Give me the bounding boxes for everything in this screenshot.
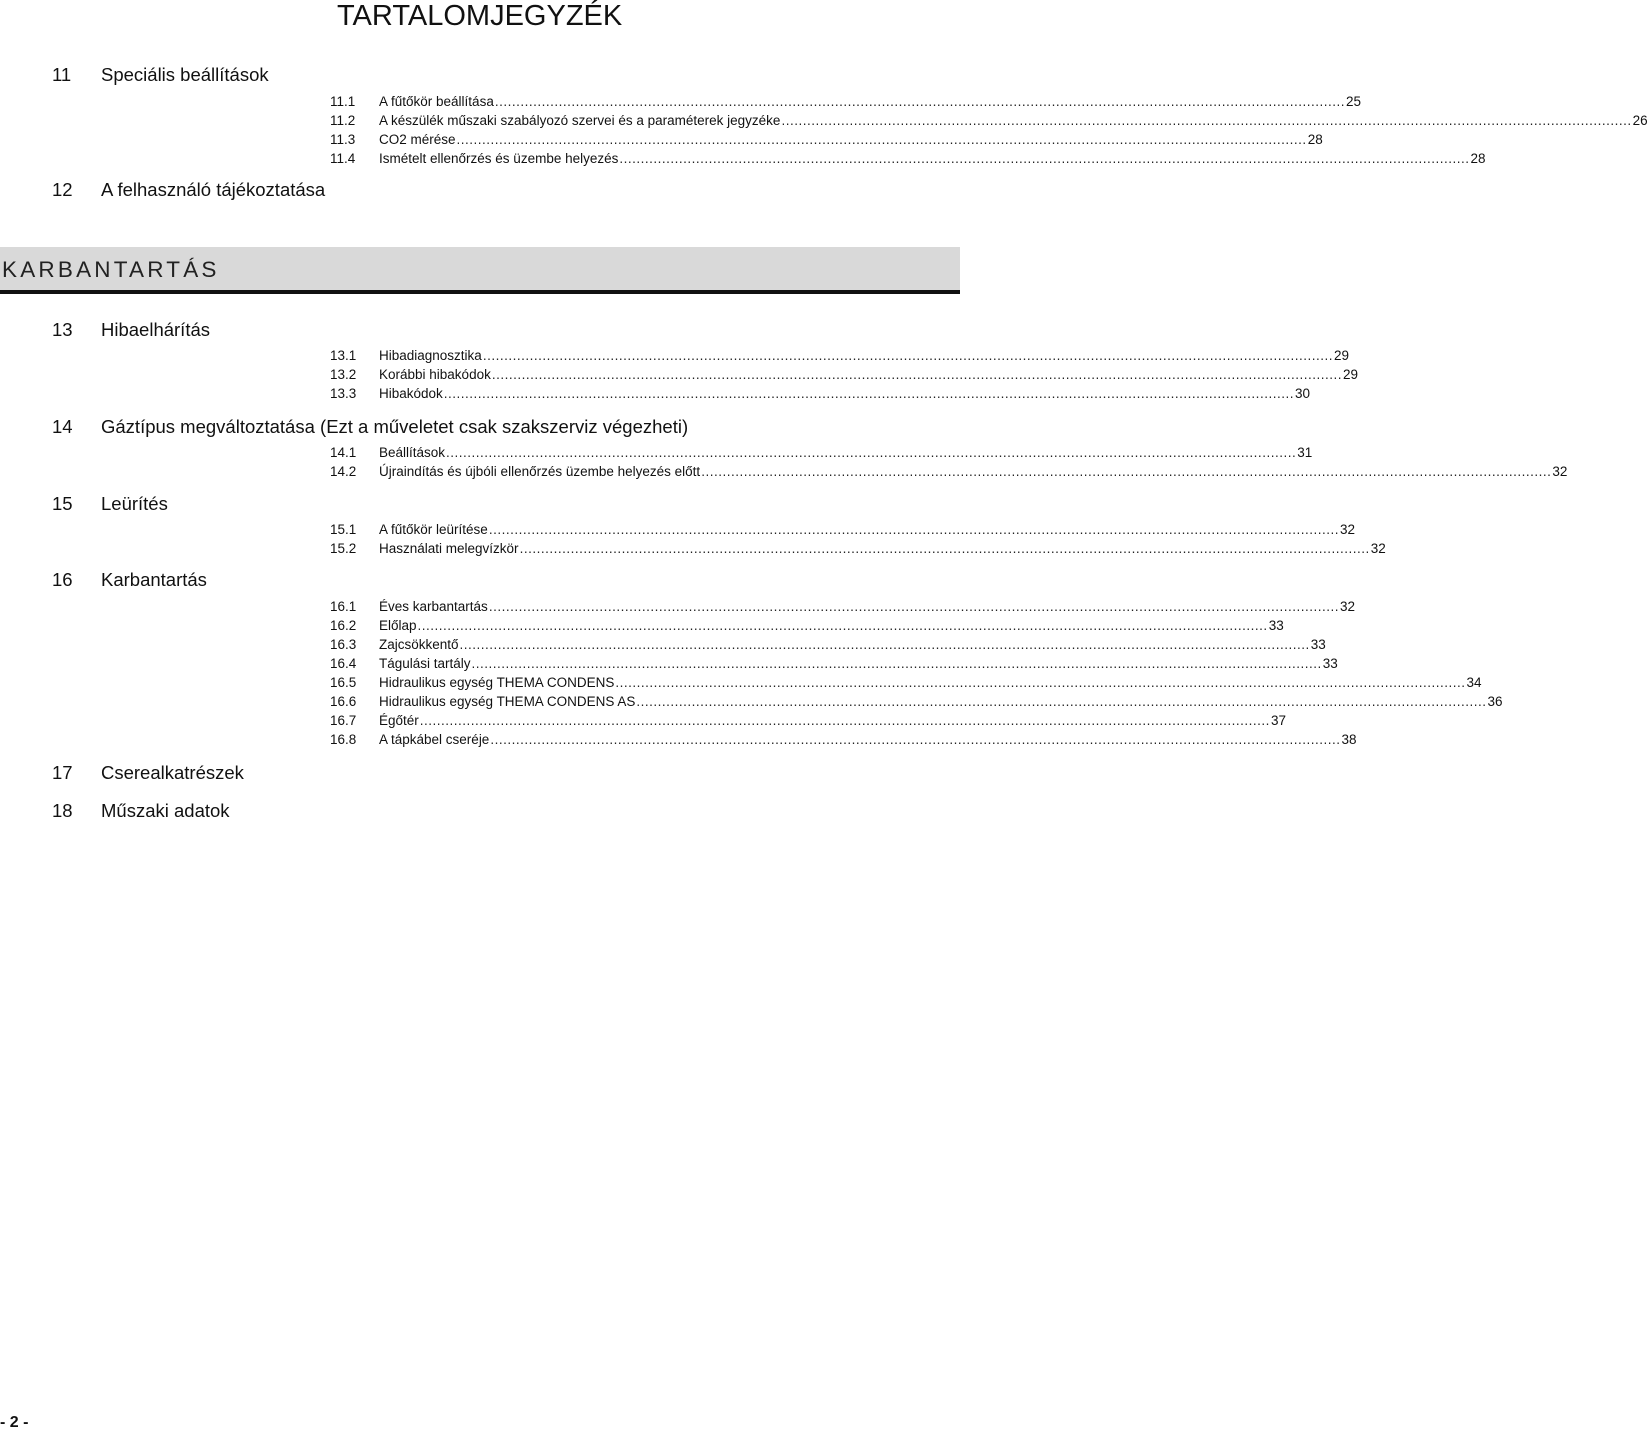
leader-dots: ........................................................................................................................................................................................................ [519,541,1370,556]
entry-title: A tápkábel cseréje [379,732,490,747]
chapter-number: 16 [52,569,73,590]
entry-title: Használati melegvízkör [379,541,519,556]
chapter-title: Speciális beállítások [101,64,269,85]
entry-page: 28 [1470,151,1486,166]
entry-number: 14.1 [330,445,357,460]
entry-number: 11.1 [330,94,356,109]
entry-title: A készülék műszaki szabályozó szervei és a paraméterek jegyzéke [379,113,781,128]
chapter-number: 18 [52,800,73,821]
entry-number: 11.4 [330,151,356,166]
chapter-number: 17 [52,762,73,783]
leader-dots: ........................................................................................................................................................................................................ [419,713,1270,728]
entry-number: 15.2 [330,541,357,556]
leader-dots: ........................................................................................................................................................................................................ [490,732,1341,747]
entry-number: 14.2 [330,464,357,479]
entry-number: 16.5 [330,675,357,690]
toc-entry[interactable] [330,445,1313,464]
toc-entry[interactable] [330,675,1482,694]
toc-entry[interactable] [330,541,1386,560]
toc-entry[interactable] [330,367,1359,386]
entry-page: 34 [1466,675,1482,690]
chapter-title: Karbantartás [101,569,207,590]
entry-page: 32 [1552,464,1568,479]
entry-page: 32 [1339,522,1355,537]
entry-number: 16.7 [330,713,357,728]
section-title: KARBANTARTÁS [2,257,220,282]
leader-dots: ........................................................................................................................................................................................................ [488,522,1339,537]
leader-dots: ........................................................................................................................................................................................................ [446,445,1297,460]
entry-number: 16.3 [330,637,357,652]
entry-title: A fűtőkör leürítése [379,522,488,537]
chapter-title: A felhasználó tájékoztatása [101,179,326,200]
toc-entry[interactable] [330,464,1568,483]
toc-entry[interactable] [330,599,1355,618]
leader-dots: ........................................................................................................................................................................................................ [701,464,1552,479]
section-header-band [0,247,960,294]
entry-page: 30 [1294,386,1310,401]
toc-entry[interactable] [330,151,1486,170]
leader-dots: ........................................................................................................................................................................................................ [615,675,1466,690]
leader-dots: ........................................................................................................................................................................................................ [636,694,1487,709]
toc-entry[interactable] [330,132,1323,151]
entry-title: Égőtér [379,713,419,728]
leader-dots: ........................................................................................................................................................................................................ [494,94,1345,109]
entry-page: 32 [1339,599,1355,614]
leader-dots: ........................................................................................................................................................................................................ [781,113,1632,128]
entry-page: 38 [1341,732,1357,747]
entry-number: 16.2 [330,618,357,633]
chapter-title: Leürítés [101,493,168,514]
toc-entry[interactable] [330,637,1326,656]
entry-page: 37 [1270,713,1286,728]
entry-title: Tágulási tartály [379,656,471,671]
leader-dots: ........................................................................................................................................................................................................ [471,656,1322,671]
entry-number: 15.1 [330,522,357,537]
leader-dots: ........................................................................................................................................................................................................ [417,618,1268,633]
entry-page: 36 [1487,694,1503,709]
page-number: - 2 - [0,1414,29,1431]
entry-page: 26 [1632,113,1648,128]
entry-page: 32 [1370,541,1386,556]
entry-title: A fűtőkör beállítása [379,94,494,109]
toc-entry[interactable] [330,113,1648,132]
toc-entry[interactable] [330,656,1338,675]
chapter-number: 14 [52,416,73,437]
chapter-title: Hibaelhárítás [101,319,211,340]
chapter-number: 15 [52,493,73,514]
entry-title: Hibakódok [379,386,443,401]
chapter-number: 12 [52,179,73,200]
entry-title: Korábbi hibakódok [379,367,491,382]
entry-title: Hibadiagnosztika [379,348,482,363]
toc-entry[interactable] [330,348,1349,367]
toc-entry[interactable] [330,386,1310,405]
toc-entry[interactable] [330,713,1286,732]
entry-number: 16.4 [330,656,357,671]
toc-entry[interactable] [330,522,1355,541]
entry-page: 33 [1322,656,1338,671]
entry-number: 16.6 [330,694,357,709]
leader-dots: ........................................................................................................................................................................................................ [456,132,1307,147]
entry-number: 16.8 [330,732,357,747]
entry-page: 31 [1297,445,1313,460]
entry-number: 11.2 [330,113,356,128]
entry-title: Ismételt ellenőrzés és üzembe helyezés [379,151,619,166]
entry-title: Hidraulikus egység THEMA CONDENS AS [379,694,636,709]
toc-entry[interactable] [330,94,1362,113]
page-title: TARTALOMJEGYZÉK [337,0,623,32]
leader-dots: ........................................................................................................................................................................................................ [459,637,1310,652]
chapter-number: 13 [52,319,73,340]
entry-page: 28 [1307,132,1323,147]
entry-page: 29 [1333,348,1349,363]
entry-title: Előlap [379,618,417,633]
leader-dots: ........................................................................................................................................................................................................ [619,151,1470,166]
entry-page: 29 [1343,367,1359,382]
entry-title: CO2 mérése [379,132,456,147]
entry-number: 13.3 [330,386,357,401]
entry-number: 13.2 [330,367,357,382]
entry-number: 13.1 [330,348,357,363]
chapter-number: 11 [52,64,72,85]
chapter-title: Cserealkatrészek [101,762,244,783]
entry-page: 25 [1345,94,1362,109]
chapter-title: Műszaki adatok [101,800,230,821]
leader-dots: ........................................................................................................................................................................................................ [443,386,1294,401]
chapter-title: Gáztípus megváltoztatása (Ezt a műveletet csak szakszerviz végezheti) [101,416,689,437]
entry-title: Hidraulikus egység THEMA CONDENS [379,675,615,690]
entry-title: Éves karbantartás [379,599,488,614]
leader-dots: ........................................................................................................................................................................................................ [488,599,1339,614]
toc-entry[interactable] [330,694,1503,713]
leader-dots: ........................................................................................................................................................................................................ [482,348,1333,363]
entry-page: 33 [1310,637,1326,652]
entry-title: Beállítások [379,445,446,460]
entry-page: 33 [1268,618,1284,633]
entry-title: Zajcsökkentő [379,637,459,652]
entry-title: Újraindítás és újbóli ellenőrzés üzembe helyezés előtt [379,464,701,479]
toc-entry[interactable] [330,618,1284,637]
entry-number: 11.3 [330,132,356,147]
toc-entry[interactable] [330,732,1357,751]
leader-dots: ........................................................................................................................................................................................................ [491,367,1342,382]
entry-number: 16.1 [330,599,357,614]
